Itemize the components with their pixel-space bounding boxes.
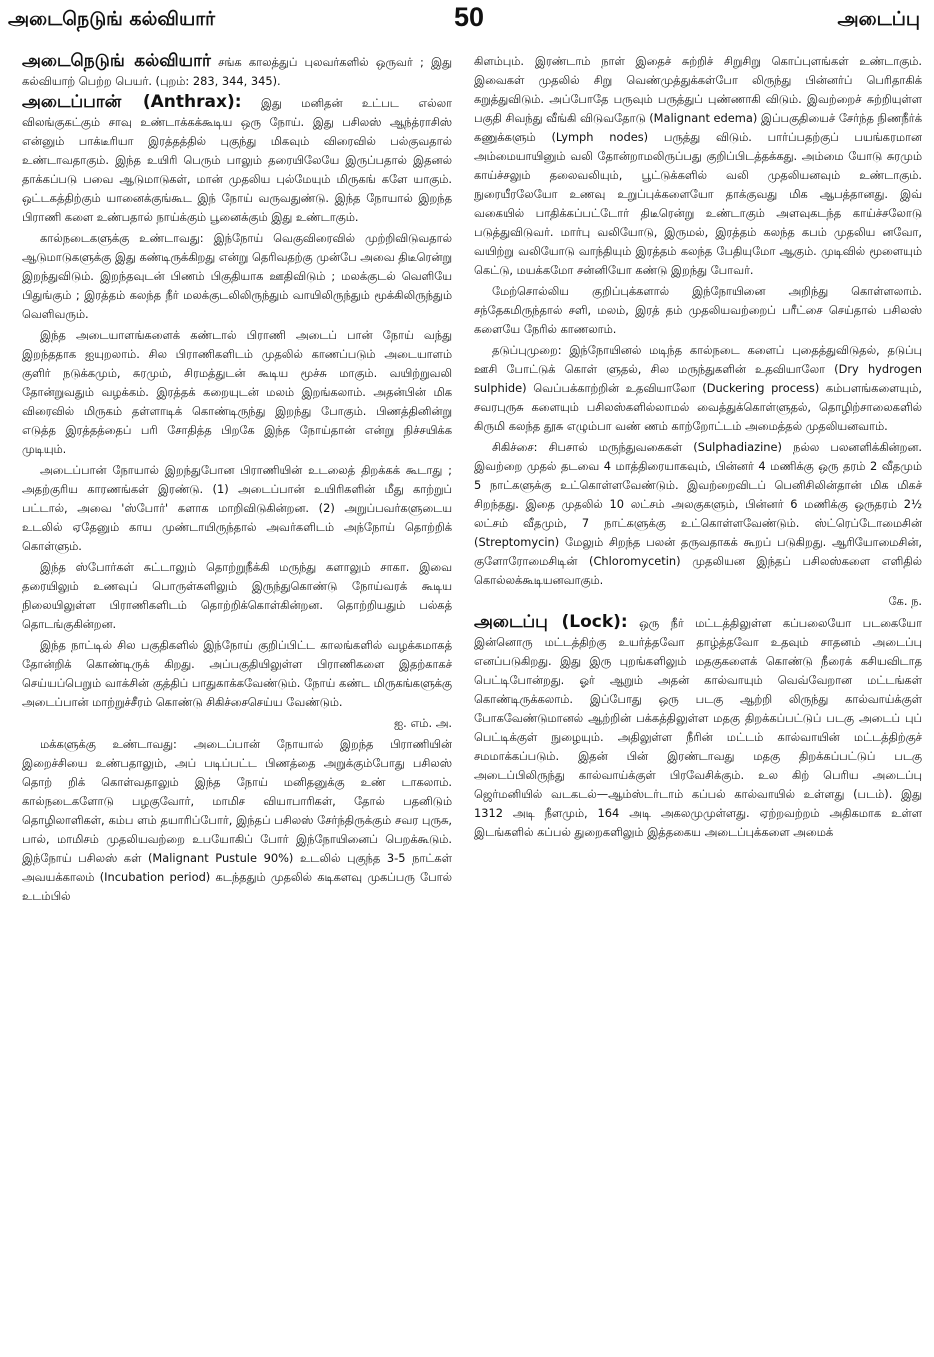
paragraph: சிகிச்சை: சிபசால் மருந்துவகைகள் (Sulphadiazine) நல்ல பலனளிக்கின்றன. இவற்றை முதல் தடவை 4 மாத்திரையாகவும், பின்னர் 4 மணிக்கு ஒரு தரம் 2 வீதமும் 5 நாட்களுக்கு உட்கொள்ளவேண்டும். இவற்றைவிடப் பெனிசிலின்தான் மிக மிகச் சிறந்தது. இதை முதலில் 10 லட்சம் அலகுகளும், பின்னர் 6 மணிக்கு ஒருதரம் 2½ லட்சம் வீதமும், 7 நாட்களுக்கு உட்கொள்ளவேண்டும். ஸ்ட்ரெப்டோமைசின் (Streptomycin) மேலும் சிறந்த பலன் தருவதாகக் கூறப் படுகிறது. ஆரியோமைசின், குளோரோமைசிடின் (Chloromycetin) முதலியன இந்தப் பசிலஸ்களை எளிதில் கொல்லக்கூடியனவாகும். [474, 440, 922, 587]
running-head-left: அடைநெடுங் கல்வியார் [8, 8, 216, 30]
entry-text: சங்க காலத்துப் புலவர்களில் ஒருவர் ; இது கல்வியாற் பெற்ற பெயர். (புறம்: 283, 344, 345). [22, 55, 452, 88]
encyclopedia-entry [22, 52, 452, 91]
author-initials: ஐ. எம். அ. [394, 716, 452, 730]
paragraph: தடுப்புமுறை: இந்நோயினல் மடிந்த கால்நடை களைப் புதைத்துவிடுதல், தடுப்பு ஊசி போட்டுக் கொள் ளுதல், சில மருந்துகளின் உதவியாலோ (Dry hydrogen sulphide) வெப்பக்காற்றின் உதவியாலோ (Duckering process) கம்பளங்களையும், சவரபுருசு களையும் பசிலஸ்களில்லாமல் வைத்துக்கொள்ளுதல், தொழிற்சாலைகளில் கிருமி கலந்த தூசு எழும்பா வண் ணம் காற்றோட்டம் அமைத்தல் முதலியனவாம். [474, 343, 922, 433]
entry-headword: அடைப்பான் (Anthrax): [22, 92, 242, 112]
paragraph: மேற்சொல்லிய குறிப்புக்களால் இந்நோயினை அறிந்து கொள்ளலாம். சந்தேகமிருந்தால் சளி, மலம், இரத் தம் முதலியவற்றைப் பரீட்சை செய்தால் பசிலஸ் களையே நேரில் காணலாம். [474, 284, 922, 336]
paragraph: கால்நடைகளுக்கு உண்டாவது: இந்நோய் வெகுவிரைவில் முற்றிவிடுவதால் ஆடுமாடுகளுக்கு இது கண்டிருக்கிறது என்று தெரிவதற்கு முன்பே அவை திடீரென்று இறந்துவிடும். இறந்தவுடன் பிணம் பிகுதியாக ஊதிவிடும் ; மலக்குடல் வெளியே பிதுங்கும் ; இரத்தம் கலந்த நீர் மலக்குடலிலிருந்தும் வாயிலிருந்தும் மூக்கிலிருந்தும் வெளிவரும். [22, 231, 452, 321]
entry-headword: அடைநெடுங் கல்வியார் [22, 52, 211, 71]
left-column [22, 52, 452, 1352]
page-header [0, 0, 934, 46]
continued-paragraph: கிளம்பும். இரண்டாம் நாள் இதைச் சுற்றிச் சிறுசிறு கொப்புளங்கள் உண்டாகும். இவைகள் முதலில் சிறு வெண்முத்துக்கள்போ லிருந்து பின்னர்ப் பெரிதாகிக் கறுத்துவிடும். அப்போதே பருவும் பருத்துப் புண்ணாகி விடும். இவற்றைச் சுற்றியுள்ள பகுதி சிவந்து வீங்கி விடுவதோடு (Malignant edema) இப்பகுதியைச் சேர்ந்த நிணநீர்க் கணுக்களும் (Lymph nodes) பருத்து விடும். பார்ப்பதற்குப் பயங்கரமான அம்மையாயினும் வலி தோன்றாமலிருப்பது குறிப்பிடத்தக்கது. அம்மை யோடு சுரமும் காய்ச்சலும் தலைவலியும், பூட்டுக்களில் வலி முதலியனவும் உண்டாகும். நுரையீரலேயோ உணவு உறுப்புக்களையோ தாக்குவது மிக ஆபத்தானது. இவ் வகையில் பாதிக்கப்பட்டோர் திடீரென்று உண்டாகும் அளவுகடந்த காய்ச்சலோடு படுத்துவிடுவர். மார்பு வலியோடு, இருமல், இரத்தம் கலந்த கபம் முதலிய னவோ, வயிற்று வலியோடு வாந்தியும் இரத்தம் கலந்த பேதியுமோ ஆகும். முடிவில் மூளையும் கெட்டு, மயக்கமோ சன்னியோ கண்டு இறந்து போவர். [474, 54, 922, 277]
paragraph: அடைப்பான் நோயால் இறந்துபோன பிராணியின் உடலைத் திறக்கக் கூடாது ; அதற்குரிய காரணங்கள் இரண்டு. (1) அடைப்பான் உயிரிகளின் மீது காற்றுப் பட்டால், அவை 'ஸ்போர்' களாக மாறிவிடுகின்றன. (2) அறுப்பவர்களுடைய உடலில் ஏதேனும் காய முண்டாயிருந்தால் அவர்களிடம் அந்நோய் தொற்றிக் கொள்ளும். [22, 463, 452, 553]
paragraph: மக்களுக்கு உண்டாவது: அடைப்பான் நோயால் இறந்த பிராணியின் இறைச்சியை உண்பதாலும், அப் படிப்பட்ட பிணத்தை அறுக்கும்போது பசிலஸ் தொற் றிக் கொள்வதாலும் இந்த நோய் மனிதனுக்கு உண் டாகலாம். கால்நடைகளோடு பழகுவோர், மாமிச வியாபாரிகள், தோல் பதனிடும் தொழிலாளிகள், கம்ப ளம் தயாரிப்போர், இந்தப் பசிலஸ் சேர்ந்திருக்கும் சவர புருசு, பால், மாமிசம் முதலியவற்றை உபயோகிப் போர் இந்நோயினைப் பெறக்கூடும். இந்நோய் பசிலஸ் கள் (Malignant Pustule 90%) உடலில் புகுந்த 3-5 நாட்கள் அவயக்காலம் (Incubation period) கடந்ததும் முதலில் கடிகளவு முகப்பரு போல் உடம்பில் [22, 737, 452, 903]
running-head-right: அடைப்பு [837, 8, 920, 30]
entry-text: இது மனிதன் உட்பட எல்லா விலங்குகட்கும் சாவு உண்டாக்கக்கூடிய ஒரு நோய். இது பசிலஸ் ஆந்த்ராசிஸ் என்னும் பாக்டீரியா இரத்தத்தில் புகுந்து மிகவும் விரைவில் பல்குவதால் உண்டாவதாகும். இந்த உயிரி பெரும் பாலும் தரையிலேயே இருப்பதால் இதனல் தாக்கப்படு பவை ஆடுமாடுகள், மான் முதலிய புல்மேயும் மிருகங் களே யாகும். ஒட்டகத்திற்கும் யானைக்குங்கூட இந் நோய் வருவதுண்டு. இந்த நோயால் இறந்த பிராணி களை உண்பதால் நாய்க்கும் பூனைக்கும் இது உண்டாகும். [22, 96, 452, 224]
encyclopedia-entry [474, 613, 922, 842]
paragraph: இந்த நாட்டில் சில பகுதிகளில் இந்நோய் குறிப்பிட்ட காலங்களில் வழக்கமாகத் தோன்றிக் கொண்டிருக் கிறது. அப்பகுதியிலுள்ள பிராணிகளை இதற்காகச் செய்யப்பெறும் வாக்சின் குத்திப் பாதுகாக்கவேண்டும். நோய் கண்ட மிருகங்களுக்கு அடைப்பான் மாற்றுச்சீரம் கொண்டு சிகிச்சைசெய்ய வேண்டும். [22, 638, 452, 709]
encyclopedia-entry [22, 93, 452, 227]
entry-text: ஒரு நீர் மட்டத்திலுள்ள கப்பலையோ படகையோ இன்னொரு மட்டத்திற்கு உயர்த்தவோ தாழ்த்தவோ உதவும் சாதனம் அடைப்பு எனப்படுகிறது. இது இரு புறங்களிலும் மதகுகளைக் கொண்டு நீரைக் கசியவிடாத பெட்டிபோன்றது. ஓர் ஆறும் அதன் கால்வாயும் வெவ்வேறான மட்டங்கள் கொண்டிருக்கலாம். இப்போது ஒரு படகு ஆற்றி லிருந்து கால்வாய்க்குள் போகவேண்டுமானல் ஆற்றின் பக்கத்திலுள்ள மதகு திறக்கப்பட்டுப் படகு அடைப் புப் பெட்டிக்குள் நுழையும். அதிலுள்ள நீரின் மட்டம் கால்வாயின் மட்டத்திற்குச் சமமாக்கப்படும். இதன் பின் இரண்டாவது மதகு திறக்கப்பட்டுப் படகு அடைப்பிலிருந்து கால்வாய்க்குள் பிரவேசிக்கும். உல கிற் பெரிய அடைப்பு ஜெர்மனியில் வடகடல்—ஆம்ஸ்டர்டாம் கப்பல் கால்வாயில் உள்ளது (படம்). இது 1312 அடி நீளமும், 164 அடி அகலமுமுள்ளது. ஏற்றவற்றம் அதிகமாக உள்ள இடங்களில் கப்பல் துறைகளிலும் இத்தகைய அடைப்புக்களை அமைக் [474, 616, 922, 839]
paragraph: இந்த அடையாளங்களைக் கண்டால் பிராணி அடைப் பான் நோய் வந்து இறந்ததாக ஐயுறலாம். சில பிராணிகளிடம் முதலில் காணப்படும் அடையாளம் குளிர் நடுக்கமும், சுரமும், சிரமத்துடன் கூடிய மூச்சு மாகும். வயிற்றுவலி தோன்றுவதும் வழக்கம். இரத்தக் கறையுடன் மலம் இறங்கலாம். அதன்பின் மிக விரைவில் மிருகம் தள்ளாடிக் கொண்டிருந்து இறந்து போகும். பிணத்தினின்று எடுத்த இரத்தத்தைப் பரி சோதித்த பிறகே இந்த நோய்தான் என்று நிச்சயிக்க முடியும். [22, 328, 452, 456]
page-number: 50 [454, 2, 485, 32]
right-column [474, 52, 922, 1352]
author-initials: கே. ந. [888, 594, 922, 608]
paragraph: இந்த ஸ்போர்கள் சுட்டாலும் தொற்றுநீக்கி மருந்து களாலும் சாகா. இவை தரையிலும் உணவுப் பொருள்களிலும் இருந்துகொண்டு நோய்வரக் கூடிய நிலையிலுள்ள பிராணிகளிடம் தொற்றிக்கொள்கின்றன. தொற்றியதும் பல்கத் தொடங்குகின்றன. [22, 560, 452, 631]
entry-headword: அடைப்பு (Lock): [474, 612, 628, 632]
